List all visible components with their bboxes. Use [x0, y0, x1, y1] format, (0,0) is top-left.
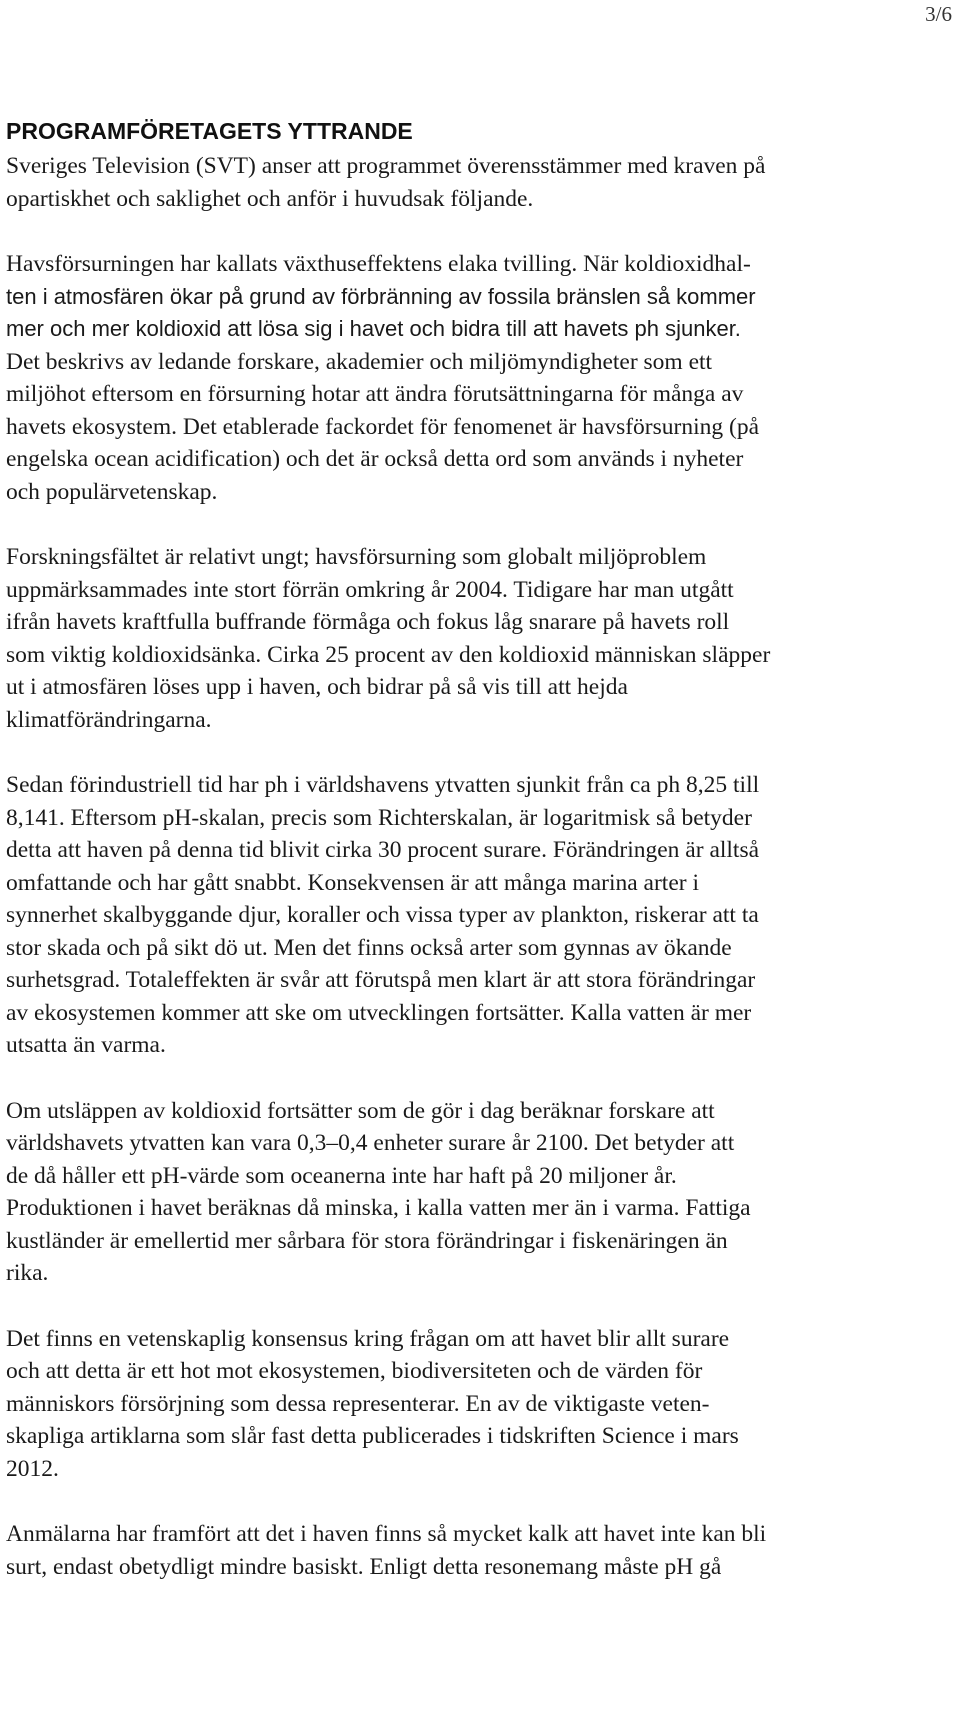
paragraph — [6, 1095, 886, 1290]
text-line: surhetsgrad. Totaleffekten är svår att förutspå men klart är att stora förändringar — [6, 967, 756, 993]
text-line: engelska ocean acidification) och det är också detta ord som används i nyheter — [6, 446, 744, 472]
text-line: Det finns en vetenskaplig konsensus kring frågan om att havet blir allt surare — [6, 1325, 730, 1352]
text-line: surt, endast obetydligt mindre basiskt. Enligt detta resonemang måste pH gå — [6, 1553, 722, 1580]
text-line: uppmärksammades inte stort förrän omkring år 2004. Tidigare har man utgått — [6, 576, 734, 603]
text-line: ten i atmosfären ökar på grund av förbränning av fossila bränslen så kommer — [6, 283, 756, 309]
text-line: världshavets ytvatten kan vara 0,3–0,4 enheter surare år 2100. Det betyder att — [6, 1130, 735, 1156]
text-line: Produktionen i havet beräknas då minska, i kalla vatten mer än i varma. Fattiga — [6, 1195, 751, 1221]
text-line: ut i atmosfären löses upp i haven, och bidrar på så vis till att hejda — [6, 674, 628, 700]
text-line: Det beskrivs av ledande forskare, akademier och miljömyndigheter som ett — [6, 348, 713, 375]
text-line: miljöhot eftersom en försurning hotar att ändra förutsättningarna för många av — [6, 381, 744, 407]
text-line: kustländer är emellertid mer sårbara för stora förändringar i fiskenäringen än — [6, 1227, 728, 1254]
paragraph — [6, 541, 886, 736]
text-line: utsatta än varma. — [6, 1032, 166, 1058]
section-heading: PROGRAMFÖRETAGETS YTTRANDE — [6, 118, 413, 144]
text-line: Havsförsurningen har kallats växthuseffektens elaka tvilling. När koldioxidhal- — [6, 251, 751, 277]
paragraph — [6, 1323, 886, 1486]
page-number: 3/6 — [925, 2, 952, 26]
text-line: av ekosystemen kommer att ske om utvecklingen fortsätter. Kalla vatten är mer — [6, 999, 752, 1026]
text-line: detta att haven på denna tid blivit cirka 30 procent surare. Förändringen är alltså — [6, 837, 760, 863]
paragraph — [6, 248, 886, 508]
text-line: Sveriges Television (SVT) anser att programmet överensstämmer med kraven på — [6, 153, 766, 179]
text-line: skapliga artiklarna som slår fast detta publicerades i tidskriften Science i mars — [6, 1423, 739, 1449]
text-line: människors försörjning som dessa representerar. En av de viktigaste veten- — [6, 1390, 710, 1417]
text-line: stor skada och på sikt dö ut. Men det finns också arter som gynnas av ökande — [6, 934, 732, 961]
text-line: som viktig koldioxidsänka. Cirka 25 procent av den koldioxid människan släpper — [6, 641, 771, 668]
text-line: ifrån havets kraftfulla buffrande förmåga och fokus låg snarare på havets roll — [6, 609, 730, 635]
text-line: havets ekosystem. Det etablerade fackordet för fenomenet är havsförsurning (på — [6, 413, 759, 440]
text-line: rika. — [6, 1260, 49, 1286]
text-line: och populärvetenskap. — [6, 478, 218, 505]
text-line: klimatförändringarna. — [6, 706, 212, 733]
text-line: Anmälarna har framfört att det i haven finns så mycket kalk att havet inte kan bli — [6, 1521, 767, 1547]
text-line: Sedan förindustriell tid har ph i världshavens ytvatten sjunkit från ca ph 8,25 till — [6, 772, 760, 798]
paragraph — [6, 769, 886, 1062]
text-line: omfattande och har gått snabbt. Konsekvensen är att många marina arter i — [6, 869, 699, 896]
document-body — [6, 116, 886, 1616]
paragraph — [6, 150, 886, 215]
paragraph — [6, 1518, 886, 1583]
text-line: synnerhet skalbyggande djur, koraller och vissa typer av plankton, riskerar att ta — [6, 902, 759, 928]
text-line: Forskningsfältet är relativt ungt; havsförsurning som globalt miljöproblem — [6, 544, 707, 570]
text-line: opartiskhet och saklighet och anför i huvudsak följande. — [6, 185, 534, 212]
text-line: och att detta är ett hot mot ekosystemen, biodiversiteten och de värden för — [6, 1358, 703, 1384]
text-line: mer och mer koldioxid att lösa sig i havet och bidra till att havets ph sjunker. — [6, 316, 741, 341]
paragraph-container — [6, 150, 886, 1583]
text-line: de då håller ett pH-värde som oceanerna inte har haft på 20 miljoner år. — [6, 1162, 677, 1189]
text-line: 2012. — [6, 1455, 59, 1482]
text-line: Om utsläppen av koldioxid fortsätter som de gör i dag beräknar forskare att — [6, 1097, 715, 1124]
text-line: 8,141. Eftersom pH-skalan, precis som Richterskalan, är logaritmisk så betyder — [6, 804, 752, 831]
